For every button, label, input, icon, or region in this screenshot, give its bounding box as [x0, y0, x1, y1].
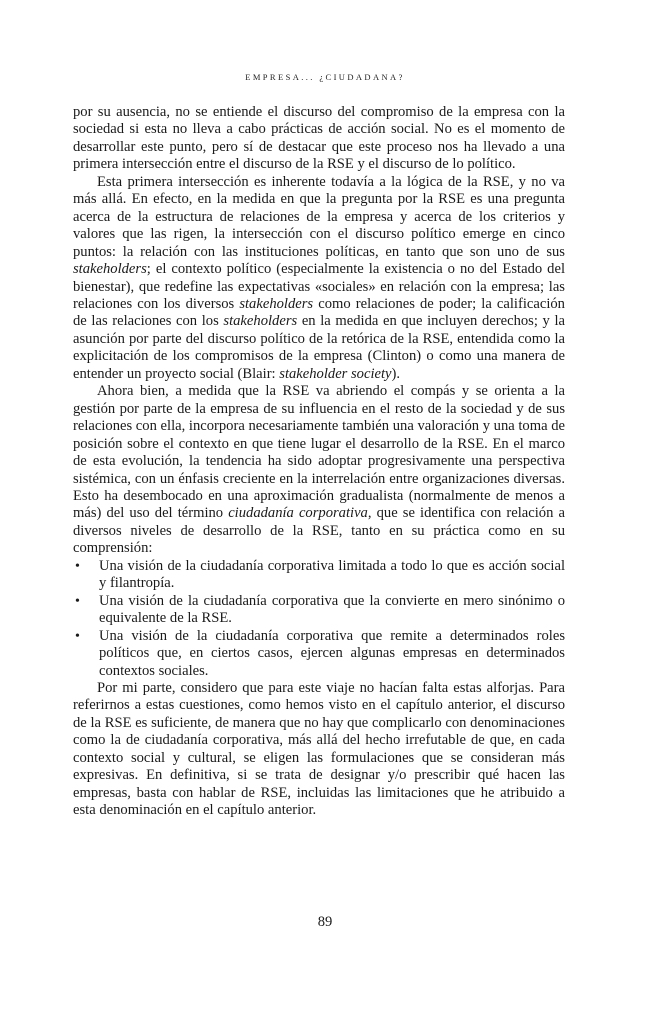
paragraph-2 [73, 174, 565, 383]
paragraph-2-italic-1: stakeholders [73, 261, 147, 278]
paragraph-2-text-5: ). [391, 365, 401, 382]
paragraph-2-italic-4: stakeholder society [279, 365, 392, 382]
paragraph-2-text-1: Esta primera intersección es inherente todavía a la lógica de la RSE, y no va más allá. En efecto, en la medida en que la pregunta por la RSE es una pregunta acerca de la estructura de relaciones de la empresa y acerca de los criterios y valores que las rigen, la intersección con el discurso político emerge en cinco puntos: la relación con las instituciones políticas, en tanto que son uno de sus [73, 173, 565, 260]
paragraph-3-text-2: , que se identifica con relación a diversos niveles de desarrollo de la RSE, tanto en su práctica como en su comprensión: [73, 505, 565, 557]
list-item-text: Una visión de la ciudadanía corporativa que la convierte en mero sinónimo o equivalente de la RSE. [99, 592, 565, 627]
bullet-icon: • [75, 558, 80, 574]
bullet-icon: • [75, 628, 80, 644]
paragraph-1: por su ausencia, no se entiende el discurso del compromiso de la empresa con la sociedad si esta no lleva a cabo prácticas de acción social. No es el momento de desarrollar este punto, pero sí de destacar que este proceso nos ha llevado a una primera intersección entre el discurso de la RSE y el discurso de lo político. [73, 104, 565, 173]
list-item-text: Una visión de la ciudadanía corporativa limitada a todo lo que es acción social y filantropía. [99, 557, 565, 592]
list-item [73, 628, 565, 680]
paragraph-2-text-3: como relaciones de poder; la calificación de las relaciones con los [73, 295, 565, 330]
paragraph-2-italic-2: stakeholders [239, 295, 314, 312]
list-item-text: Una visión de la ciudadanía corporativa que remite a determinados roles políticos que, en ciertos casos, ejercen algunas empresas en determinados contextos sociales. [99, 627, 565, 679]
paragraph-3 [73, 383, 565, 558]
page-number: 89 [317, 914, 333, 930]
paragraph-2-italic-3: stakeholders [223, 313, 298, 330]
body-text [73, 104, 565, 820]
list-item [73, 593, 565, 628]
paragraph-2-text-4: en la medida en que incluyen derechos; y la asunción por parte del discurso político de la retórica de la RSE, entendida como la explicitación de los compromisos de la empresa (Clinton) o como una manera de entender un proyecto social (Blair: [73, 313, 565, 382]
paragraph-2-text-2: ; el contexto político (especialmente la existencia o no del Estado del bienestar), que redefine las expectativas «sociales» en relación con la empresa; las relaciones con los diversos [73, 261, 565, 312]
paragraph-3-text-1: Ahora bien, a medida que la RSE va abriendo el compás y se orienta a la gestión por parte de la empresa de su influencia en el resto de la sociedad y de sus relaciones con ella, incorpora necesariamente también una valoración y una toma de posición sobre el contexto en que tiene lugar el desarrollo de la RSE. En el marco de esta evolución, la tendencia ha sido adoptar progresivamente una perspectiva sistémica, con un énfasis creciente en la interrelación entre organizaciones diversas. Esto ha desembocado en una aproximación gradualista (normalmente de menos a más) del uso del término [73, 383, 565, 522]
paragraph-3-italic-1: ciudadanía corporativa [228, 505, 368, 522]
bullet-list [73, 558, 565, 680]
paragraph-4: Por mi parte, considero que para este viaje no hacían falta estas alforjas. Para referirnos a estas cuestiones, como hemos visto en el capítulo anterior, el discurso de la RSE es suficiente, de manera que no hay que complicarlo con denominaciones como la de ciudadanía corporativa, más allá del hecho irrefutable de que, en cada contexto social y cultural, se eligen las formulaciones que se consideran más expresivas. En definitiva, si se trata de designar y/o prescribir qué hacen las empresas, basta con hablar de RSE, incluidas las limitaciones que he atribuido a esta denominación en el capítulo anterior. [73, 679, 565, 819]
running-head: EMPRESA... ¿CIUDADANA? [245, 72, 405, 82]
list-item [73, 558, 565, 593]
bullet-icon: • [75, 593, 80, 609]
